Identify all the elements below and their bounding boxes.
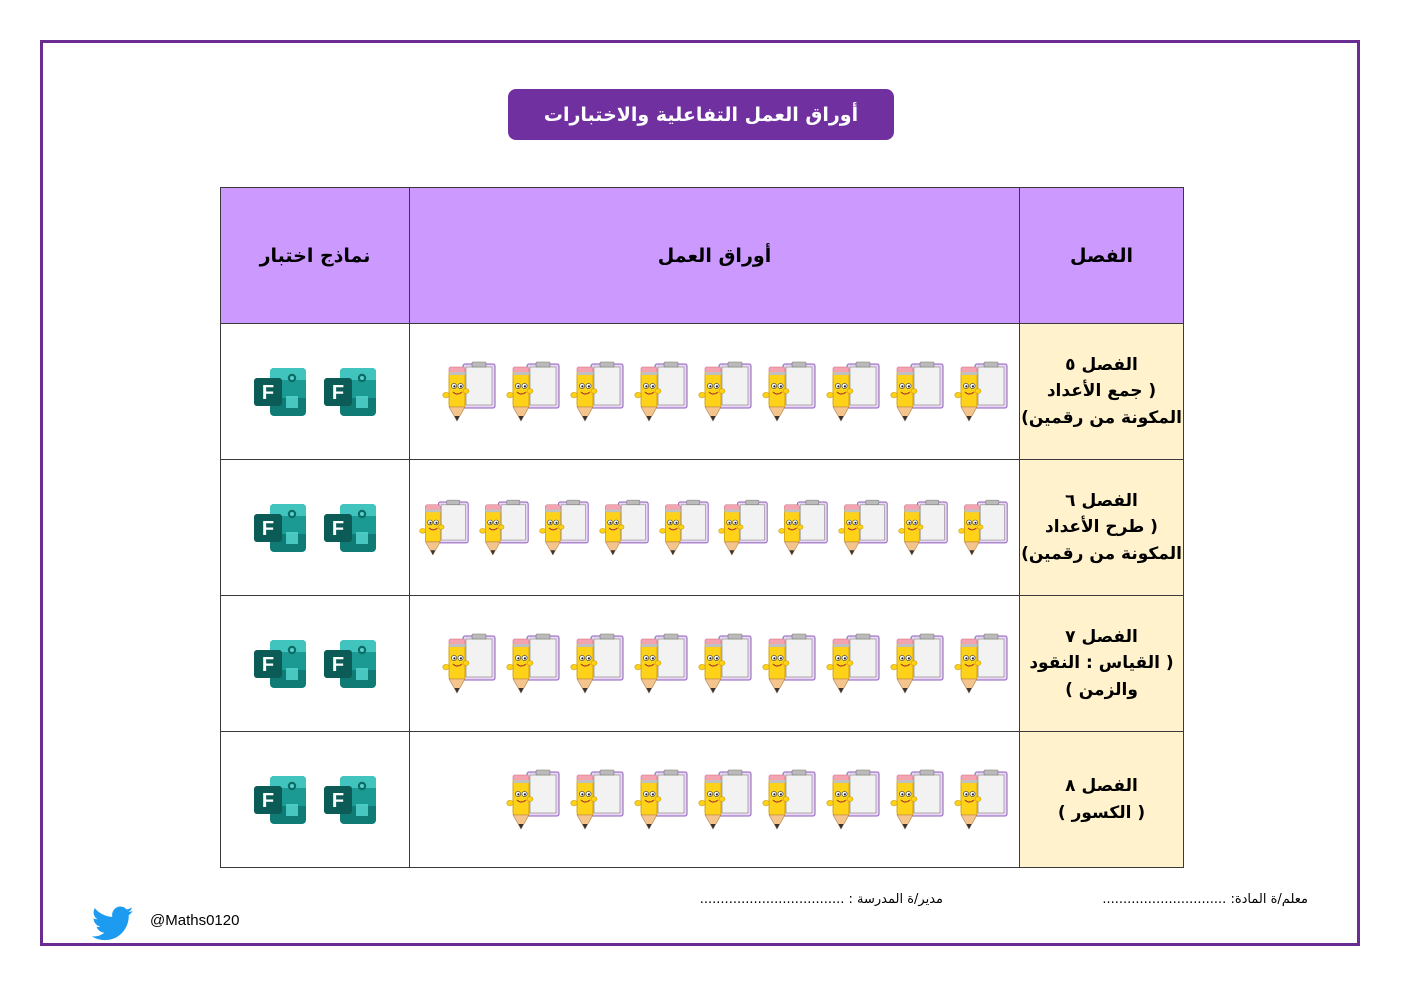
worksheets-cell	[410, 460, 1020, 596]
worksheets-table	[220, 187, 1184, 868]
tests-cell	[221, 596, 410, 732]
worksheet-pencil-icon[interactable]	[633, 769, 691, 831]
tests-cell	[221, 732, 410, 868]
chapter-cell	[1020, 324, 1184, 460]
chapter-line1: الفصل ٧	[1065, 626, 1138, 647]
chapter-line1: الفصل ٦	[1065, 490, 1138, 511]
worksheets-cell	[410, 324, 1020, 460]
twitter-icon	[92, 906, 134, 942]
table-row	[221, 732, 1184, 868]
worksheet-pencil-icon[interactable]	[441, 361, 499, 423]
microsoft-forms-icon[interactable]	[252, 366, 308, 418]
chapter-line3: المكونة من رقمين)	[1021, 543, 1182, 564]
worksheet-pencil-icon[interactable]	[889, 769, 947, 831]
header-worksheets: أوراق العمل	[410, 188, 1020, 324]
worksheet-pencil-icon[interactable]	[761, 633, 819, 695]
chapter-line2: ( جمع الأعداد	[1046, 381, 1157, 402]
worksheet-pencil-icon[interactable]	[505, 361, 563, 423]
worksheet-pencil-icon[interactable]	[441, 633, 499, 695]
worksheet-pencil-icon[interactable]	[761, 769, 819, 831]
table-row	[221, 460, 1184, 596]
table-row	[221, 596, 1184, 732]
worksheets-cell	[410, 596, 1020, 732]
worksheet-pencil-icon[interactable]	[953, 361, 1011, 423]
worksheet-pencil-icon[interactable]	[418, 497, 472, 559]
worksheet-pencil-icon[interactable]	[957, 497, 1011, 559]
worksheet-pencil-icon[interactable]	[825, 769, 883, 831]
worksheets-cell	[410, 732, 1020, 868]
worksheet-pencil-icon[interactable]	[569, 769, 627, 831]
test-links	[221, 502, 409, 554]
worksheet-pencil-icon[interactable]	[697, 633, 755, 695]
microsoft-forms-icon[interactable]	[322, 366, 378, 418]
tests-cell	[221, 460, 410, 596]
worksheet-pencil-icon[interactable]	[569, 361, 627, 423]
microsoft-forms-icon[interactable]	[252, 774, 308, 826]
test-links	[221, 638, 409, 690]
worksheet-pencil-icon[interactable]	[569, 633, 627, 695]
worksheet-pencil-icon[interactable]	[697, 769, 755, 831]
worksheet-links	[410, 361, 1019, 423]
chapter-line1: الفصل ٨	[1065, 776, 1138, 797]
worksheet-pencil-icon[interactable]	[825, 361, 883, 423]
worksheet-pencil-icon[interactable]	[505, 633, 563, 695]
worksheet-pencil-icon[interactable]	[697, 361, 755, 423]
chapter-cell	[1020, 596, 1184, 732]
microsoft-forms-icon[interactable]	[322, 638, 378, 690]
worksheet-pencil-icon[interactable]	[897, 497, 951, 559]
worksheet-pencil-icon[interactable]	[889, 361, 947, 423]
chapter-line3: والزمن )	[1065, 679, 1138, 700]
microsoft-forms-icon[interactable]	[322, 774, 378, 826]
worksheet-links	[410, 769, 1019, 831]
chapter-cell	[1020, 460, 1184, 596]
chapter-line2: ( القياس : النقود	[1029, 653, 1174, 674]
worksheet-pencil-icon[interactable]	[598, 497, 652, 559]
teacher-signature-line: معلم/ة المادة: ..............................	[1102, 892, 1308, 907]
principal-signature-line: مدير/ة المدرسة : ...................................	[699, 892, 943, 907]
worksheet-links	[410, 633, 1019, 695]
worksheet-pencil-icon[interactable]	[505, 769, 563, 831]
tests-cell	[221, 324, 410, 460]
worksheet-pencil-icon[interactable]	[633, 633, 691, 695]
microsoft-forms-icon[interactable]	[252, 638, 308, 690]
header-tests: نماذج اختبار	[221, 188, 410, 324]
chapter-line2: ( طرح الأعداد	[1045, 517, 1158, 538]
worksheet-pencil-icon[interactable]	[717, 497, 771, 559]
microsoft-forms-icon[interactable]	[322, 502, 378, 554]
worksheet-pencil-icon[interactable]	[633, 361, 691, 423]
worksheet-pencil-icon[interactable]	[825, 633, 883, 695]
twitter-handle: @Maths0120	[150, 912, 240, 929]
worksheet-pencil-icon[interactable]	[953, 633, 1011, 695]
worksheet-pencil-icon[interactable]	[761, 361, 819, 423]
test-links	[221, 774, 409, 826]
chapter-line2: ( الكسور )	[1057, 802, 1146, 823]
chapter-line3: المكونة من رقمين)	[1021, 407, 1182, 428]
chapter-cell	[1020, 732, 1184, 868]
worksheet-pencil-icon[interactable]	[953, 769, 1011, 831]
worksheet-pencil-icon[interactable]	[538, 497, 592, 559]
header-chapter: الفصل	[1020, 188, 1184, 324]
worksheet-pencil-icon[interactable]	[658, 497, 712, 559]
table-row	[221, 324, 1184, 460]
worksheet-links	[410, 497, 1019, 559]
table-header-row	[221, 188, 1184, 324]
page-title: أوراق العمل التفاعلية والاختبارات	[508, 89, 894, 140]
chapter-line1: الفصل ٥	[1065, 354, 1138, 375]
worksheet-pencil-icon[interactable]	[889, 633, 947, 695]
worksheet-pencil-icon[interactable]	[777, 497, 831, 559]
test-links	[221, 366, 409, 418]
microsoft-forms-icon[interactable]	[252, 502, 308, 554]
worksheet-pencil-icon[interactable]	[478, 497, 532, 559]
worksheet-pencil-icon[interactable]	[837, 497, 891, 559]
